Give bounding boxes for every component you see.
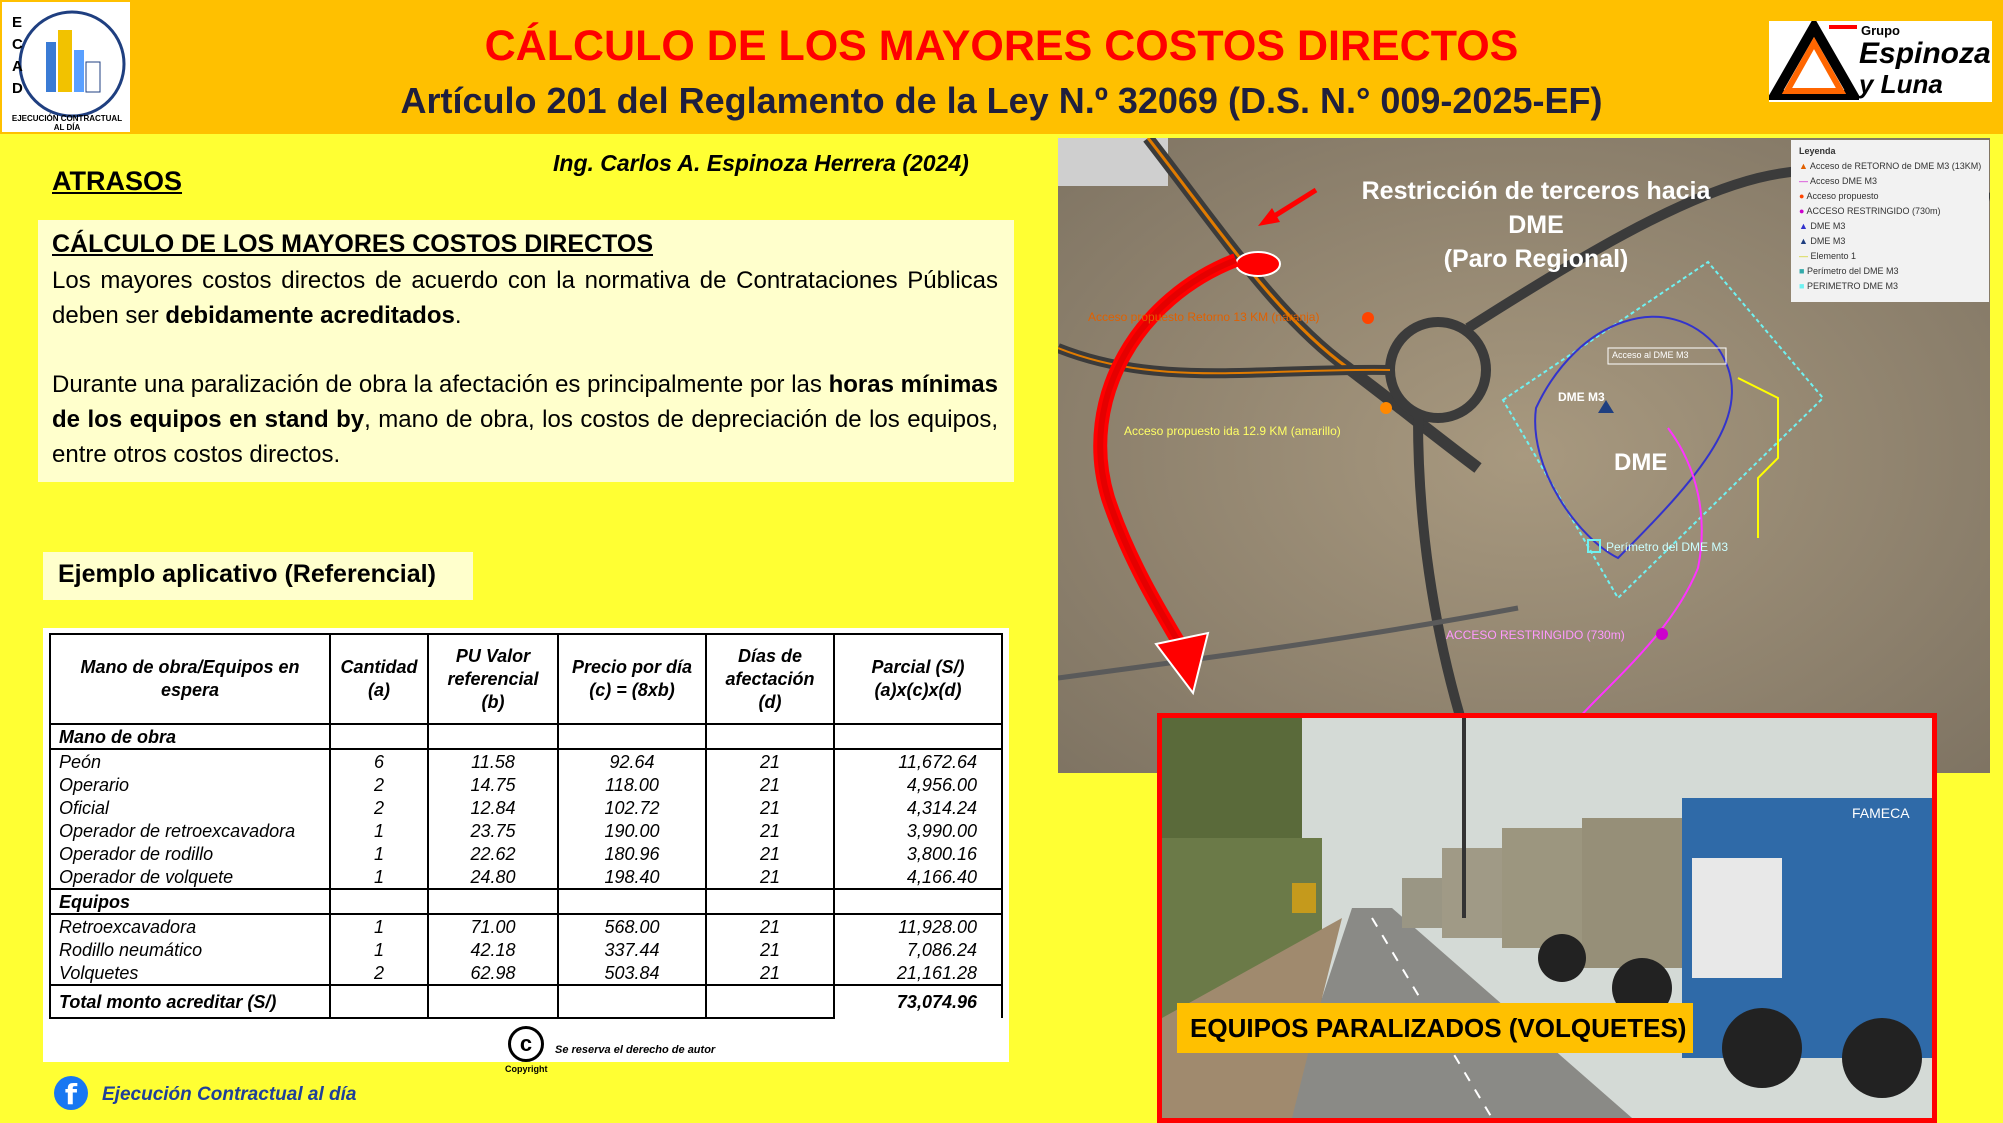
- map-label-dme-m3: DME M3: [1558, 390, 1605, 404]
- cost-table: [49, 633, 1003, 1019]
- map-label-acceso-dme: Acceso al DME M3: [1612, 350, 1689, 360]
- row-day-price: 92.64: [558, 749, 706, 773]
- row-days: 21: [706, 773, 834, 796]
- trucks-photo: [1157, 713, 1937, 1123]
- row-qty: 2: [330, 961, 428, 985]
- row-pu: 11.58: [428, 749, 558, 773]
- row-partial: 4,314.24: [834, 796, 1002, 819]
- table-section-row: [50, 889, 1002, 914]
- copyright-icon: c: [508, 1026, 544, 1062]
- row-day-price: 190.00: [558, 819, 706, 842]
- legend-item: ■ Perímetro del DME M3: [1799, 266, 1899, 276]
- row-name: Operador de retroexcavadora: [50, 819, 330, 842]
- table-row: [50, 796, 1002, 819]
- page-subtitle: Artículo 201 del Reglamento de la Ley N.º 32069 (D.S. N.° 009-2025-EF): [400, 80, 1603, 121]
- row-day-price: 118.00: [558, 773, 706, 796]
- row-day-price: 102.72: [558, 796, 706, 819]
- row-qty: 2: [330, 773, 428, 796]
- row-qty: 1: [330, 938, 428, 961]
- row-pu: 71.00: [428, 914, 558, 938]
- table-row: [50, 773, 1002, 796]
- row-pu: 22.62: [428, 842, 558, 865]
- col-header-unit-price: PU Valor referencial (b): [428, 634, 558, 724]
- total-label: Total monto acreditar (S/): [50, 985, 330, 1018]
- row-days: 21: [706, 938, 834, 961]
- map-legend: [1791, 140, 1989, 302]
- map-label-retorno: Acceso propuesto Retorno 13 KM (naranja): [1088, 310, 1320, 324]
- row-days: 21: [706, 842, 834, 865]
- table-row: [50, 842, 1002, 865]
- row-name: Rodillo neumático: [50, 938, 330, 961]
- legend-item: ▲ DME M3: [1799, 221, 1846, 231]
- map-label-perimetro: Perímetro del DME M3: [1606, 540, 1729, 554]
- table-header-row: [50, 634, 1002, 724]
- section-title: ATRASOS: [52, 166, 183, 196]
- row-qty: 1: [330, 865, 428, 889]
- col-header-days: Días de afectación (d): [706, 634, 834, 724]
- row-day-price: 503.84: [558, 961, 706, 985]
- row-name: Operador de rodillo: [50, 842, 330, 865]
- author-credit: Ing. Carlos A. Espinoza Herrera (2024): [553, 150, 969, 176]
- legend-item: ― Acceso DME M3: [1799, 176, 1878, 186]
- facebook-icon[interactable]: f: [54, 1076, 88, 1110]
- row-day-price: 180.96: [558, 842, 706, 865]
- col-header-daily-price: Precio por día (c) = (8xb): [558, 634, 706, 724]
- restriction-label: Restricción de terceros hacia DME (Paro Regional): [1361, 177, 1711, 273]
- legend-item: ▲ DME M3: [1799, 236, 1846, 246]
- ecad-caption: EJECUCIÓN CONTRACTUAL AL DÍA: [11, 114, 123, 132]
- copyright-note: Se reserva el derecho de autor: [555, 1044, 716, 1056]
- row-partial: 4,166.40: [834, 865, 1002, 889]
- explanation-paragraph-2: Durante una paralización de obra la afectación es principalmente por las horas mínimas de los equipos en stand by, mano de obra, los costos de depreciación de los equipos, entre otros costos directos.: [52, 371, 998, 468]
- map-label-restringido: ACCESO RESTRINGIDO (730m): [1446, 628, 1625, 642]
- row-name: Oficial: [50, 796, 330, 819]
- table-row: [50, 938, 1002, 961]
- row-partial: 4,956.00: [834, 773, 1002, 796]
- row-day-price: 337.44: [558, 938, 706, 961]
- row-qty: 1: [330, 842, 428, 865]
- row-qty: 6: [330, 749, 428, 773]
- row-qty: 2: [330, 796, 428, 819]
- explanation-paragraph-1: Los mayores costos directos de acuerdo con la normativa de Contrataciones Públicas deben ser debidamente acreditados.: [52, 267, 998, 329]
- section-label: Equipos: [50, 889, 330, 914]
- legend-item: ● Acceso propuesto: [1799, 191, 1879, 201]
- explanation-title: CÁLCULO DE LOS MAYORES COSTOS DIRECTOS: [52, 230, 654, 258]
- legend-title: Leyenda: [1799, 146, 1836, 156]
- row-pu: 14.75: [428, 773, 558, 796]
- col-header-quantity: Cantidad (a): [330, 634, 428, 724]
- row-days: 21: [706, 914, 834, 938]
- row-partial: 11,672.64: [834, 749, 1002, 773]
- copyright-label: Copyright: [505, 1064, 548, 1074]
- table-total-row: [50, 985, 1002, 1018]
- row-name: Operario: [50, 773, 330, 796]
- legend-item: ■ PERIMETRO DME M3: [1799, 281, 1898, 291]
- facebook-page-link[interactable]: Ejecución Contractual al día: [102, 1084, 357, 1105]
- row-pu: 24.80: [428, 865, 558, 889]
- cost-table-container: [43, 628, 1009, 1062]
- row-partial: 3,800.16: [834, 842, 1002, 865]
- row-partial: 3,990.00: [834, 819, 1002, 842]
- row-day-price: 568.00: [558, 914, 706, 938]
- row-name: Volquetes: [50, 961, 330, 985]
- map-label-amarillo: Acceso propuesto ida 12.9 KM (amarillo): [1124, 424, 1341, 438]
- row-pu: 42.18: [428, 938, 558, 961]
- table-row: [50, 961, 1002, 985]
- row-name: Operador de volquete: [50, 865, 330, 889]
- legend-item: ▲ Acceso de RETORNO de DME M3 (13KM): [1799, 161, 1982, 171]
- row-name: Peón: [50, 749, 330, 773]
- row-qty: 1: [330, 819, 428, 842]
- row-pu: 62.98: [428, 961, 558, 985]
- legend-item: ● ACCESO RESTRINGIDO (730m): [1799, 206, 1941, 216]
- row-qty: 1: [330, 914, 428, 938]
- row-days: 21: [706, 819, 834, 842]
- legend-item: ― Elemento 1: [1799, 251, 1857, 261]
- table-row: [50, 865, 1002, 889]
- section-label: Mano de obra: [50, 724, 330, 749]
- row-partial: 7,086.24: [834, 938, 1002, 961]
- row-days: 21: [706, 749, 834, 773]
- photo-caption: EQUIPOS PARALIZADOS (VOLQUETES): [1190, 1013, 1687, 1043]
- row-day-price: 198.40: [558, 865, 706, 889]
- col-header-resource: Mano de obra/Equipos en espera: [50, 634, 330, 724]
- total-value: 73,074.96: [834, 985, 1002, 1018]
- group-logo: Grupo Espinoza y Luna: [1769, 21, 1992, 102]
- row-partial: 21,161.28: [834, 961, 1002, 985]
- col-header-partial: Parcial (S/) (a)x(c)x(d): [834, 634, 1002, 724]
- table-row: [50, 914, 1002, 938]
- table-row: [50, 749, 1002, 773]
- ecad-letters: E C A D: [12, 14, 23, 97]
- table-row: [50, 819, 1002, 842]
- row-days: 21: [706, 961, 834, 985]
- row-days: 21: [706, 796, 834, 819]
- page-title: CÁLCULO DE LOS MAYORES COSTOS DIRECTOS: [484, 22, 1519, 70]
- row-partial: 11,928.00: [834, 914, 1002, 938]
- row-pu: 23.75: [428, 819, 558, 842]
- truck-brand: FAMECA: [1852, 805, 1910, 821]
- dme-label: DME: [1614, 449, 1668, 476]
- row-days: 21: [706, 865, 834, 889]
- row-pu: 12.84: [428, 796, 558, 819]
- row-name: Retroexcavadora: [50, 914, 330, 938]
- example-title: Ejemplo aplicativo (Referencial): [58, 560, 436, 588]
- table-section-row: [50, 724, 1002, 749]
